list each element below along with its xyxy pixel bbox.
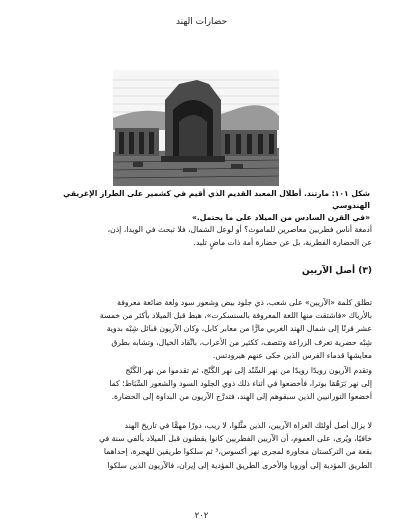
text-line: إلى نهر بَرَهْمَا بوترا، فأخضعوا في أثناء ذلك ذوي الجلود السود والشعور السِّبَاط؛ كما [109,379,372,389]
section-heading: (٣) أصل الآريين [302,266,372,276]
running-title: حضارات الهند [175,17,228,27]
paragraph-1 [31,223,372,249]
text-line: خافيًا، ويُرى، على العموم، أن الآريين الفطريين كانوا يقطنون قبل الميلاد بألفي سنة في [99,434,372,444]
text-line: بقعة من التركستان مجاورة لمجرى نهر أكسوس،³ ثم سلكوا طريقين للهجرة، إحداهما [103,447,372,457]
text-line: تطلق كلمة «الآريين» على شعب، ذي جلود بيض وشعور سود ولغة ضائعة معروفة [117,298,372,307]
paragraph-2 [31,296,372,362]
page-number: ٢٠٢ [194,511,209,521]
text-line: لا يزال أصل أولئك الغزاة الآريين، الذين مثَّلوا، لا ريب، دورًا مهمًّا في تاريخ الهند [124,421,372,430]
text-line: بالأرياك «فاشتقت منها اللغة المعروفة بالسنسكرت»، هبط قبل الميلاد بأكثر من خمسة [99,311,372,321]
paragraph-3 [31,364,372,404]
text-line: عن الحضارة الفطرية، بل عن حضارة أمة ذات ماضٍ تليد. [193,238,372,248]
caption-line: «في القرن السادس من الميلاد على ما يحتمل.» [191,213,370,222]
text-line: شِبْه حضرية تعرف الزراعة وتتصف، ككثير من الأعراب، باتِّقاد الخيال، وتشابه بطرق [111,337,372,347]
paragraph-4 [31,419,372,472]
temple-ruins-illustration [113,70,279,186]
text-line: معايشها قدماء الفرس الذين حكى عنهم هيرودتس. [212,350,372,360]
text-line: الطريق المؤدية إلى أوروبا والأخرى الطريق المؤدية إلى إيران، فالآريون الذين سلكوا [107,460,372,470]
text-line: أدمغة أناس فطريين معاصرين للماموث؟ أو لوعل الشمال، فلا تبحث في الويدا، إذن، [107,225,372,234]
text-line: عشر قرنًا إلى شمال الهند الغربي مارًّا من معابر كابل، وكان الآريون قبائل شِبْه بدوية [106,324,372,334]
caption-line: شكل ١٠١: مارتند. أطلال المعبد القديم الذي أقيم في كشمير على الطراز الإغريقي الهندوسي [63,189,370,210]
figure-caption [30,188,370,224]
text-line: وتقدم الآريون رويدًا رويدًا من نهر السِّنْد إلى نهر الگَنْج، ثم تقدموا من نهر الگَنْج [125,366,372,375]
text-line: أخضعوا التورانيين الذين سبقوهم إلى الهند، فتدرَّج الآريون من البداوة إلى الحضارة. [111,392,372,402]
